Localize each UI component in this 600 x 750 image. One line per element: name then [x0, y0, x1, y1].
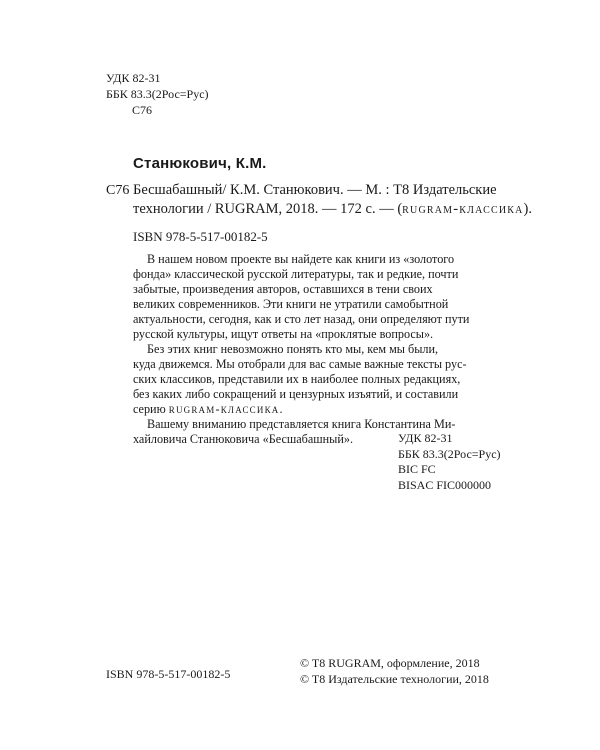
annotation-line: фонда» классической русской литературы, так и редкие, почти	[133, 267, 459, 281]
annotation-line: великих современников. Эти книги не утратили самобытной	[133, 297, 449, 311]
catalog-entry-line-1: Бесшабашный/ К.М. Станюкович. — М. : Т8 Издательские	[133, 182, 497, 198]
annotation-line	[133, 402, 495, 417]
catalog-end: ).	[523, 201, 532, 217]
classification-bottom	[398, 431, 501, 493]
catalog-author-mark: С76	[106, 183, 130, 198]
annotation-series: rugram-классика	[168, 402, 280, 416]
classification-top	[106, 70, 209, 118]
annotation-line: ских классиков, представили их в наиболее полных редакциях,	[133, 372, 461, 386]
annotation-line: куда движемся. Мы отобрали для вас самые важные тексты рус-	[133, 357, 467, 371]
catalog-entry-line-2	[133, 201, 532, 218]
author-mark: С76	[132, 103, 153, 117]
annotation-line: Вашему вниманию представляется книга Константина Ми-	[147, 417, 456, 431]
isbn-bottom: ISBN 978-5-517-00182-5	[106, 667, 231, 681]
copyright-line-1: © T8 RUGRAM, оформление, 2018	[300, 656, 480, 670]
annotation-series-end: .	[279, 402, 283, 416]
udk-code: УДК 82-31	[106, 71, 161, 85]
annotation	[133, 252, 495, 447]
bisac-code: BISAC FIC000000	[398, 477, 492, 492]
copyright-block	[300, 655, 489, 687]
annotation-series-prefix: серию	[133, 402, 169, 416]
annotation-line: без каких либо сокращений и цензурных изъятий, и составили	[133, 387, 459, 401]
annotation-line: русской культуры, ищут ответы на «проклятые вопросы».	[133, 327, 434, 341]
udk-code-bottom: УДК 82-31	[398, 431, 453, 445]
isbn-top: ISBN 978-5-517-00182-5	[133, 229, 268, 244]
annotation-line: В нашем новом проекте вы найдете как книги из «золотого	[147, 252, 455, 266]
author-heading: Станюкович, К.М.	[133, 155, 267, 172]
catalog-imprint: технологии / RUGRAM, 2018. — 172 с. — (	[133, 201, 403, 217]
annotation-line: Без этих книг невозможно понять кто мы, кем мы были,	[147, 342, 439, 356]
catalog-series: rugram-классика	[402, 201, 524, 217]
annotation-line: забытые, произведения авторов, оставшихся в тени своих	[133, 282, 433, 296]
bbk-code-bottom: ББК 83.3(2Рос=Рус)	[398, 446, 501, 461]
bbk-code: ББК 83.3(2Рос=Рус)	[106, 87, 209, 101]
bic-code: BIC FC	[398, 462, 436, 476]
annotation-line: актуальности, сегодня, как и сто лет назад, они определяют пути	[133, 312, 470, 326]
copyright-line-2: © T8 Издательские технологии, 2018	[300, 672, 489, 686]
annotation-line: хайловича Станюковича «Бесшабашный».	[133, 432, 354, 446]
